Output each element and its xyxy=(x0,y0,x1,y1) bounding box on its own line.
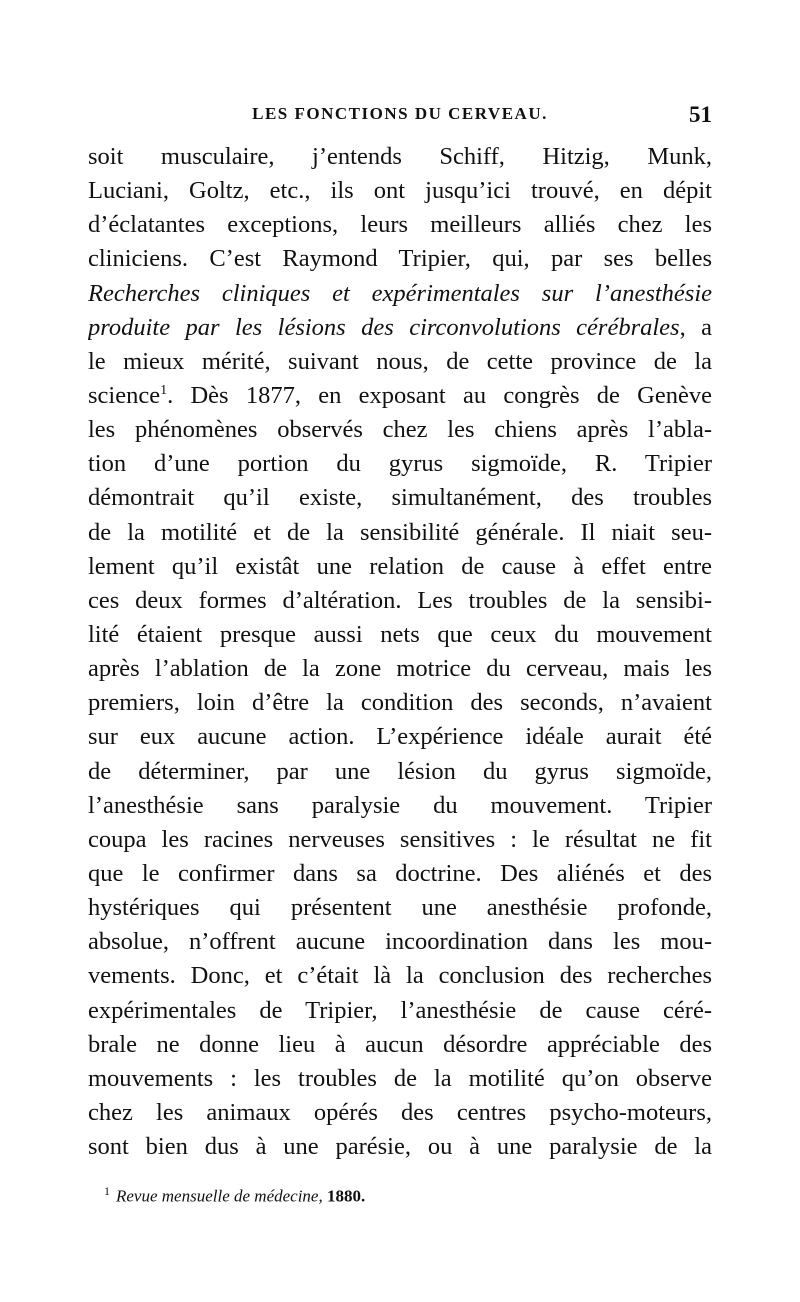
text-line: démontrait qu’il existe, simultanément, des troubles xyxy=(88,484,712,512)
footnote xyxy=(104,1184,365,1207)
text-line: de déterminer, par une lésion du gyrus sigmoïde, xyxy=(88,757,712,785)
line-rest: . Dès 1877, en exposant au congrès de Genève xyxy=(167,381,712,409)
page-number: 51 xyxy=(689,102,712,127)
footnote-reference: 1 xyxy=(160,382,168,398)
footnote-mark: 1 xyxy=(104,1184,110,1198)
text-line: sur eux aucune action. L’expérience idéale aurait été xyxy=(88,723,712,751)
line-start: science xyxy=(88,381,161,409)
text-line: les phénomènes observés chez les chiens après l’abla- xyxy=(88,416,712,444)
text-line: l’anesthésie sans paralysie du mouvement. Tripier xyxy=(88,791,712,819)
line-tail: , a xyxy=(679,313,712,341)
footnote-source: Revue mensuelle de médecine, xyxy=(116,1186,323,1206)
text-line: hystériques qui présentent une anesthésie profonde, xyxy=(88,894,712,922)
text-line: après l’ablation de la zone motrice du cerveau, mais les xyxy=(88,655,712,683)
body-text xyxy=(88,140,712,1164)
text-line: absolue, n’offrent aucune incoordination dans les mou- xyxy=(88,928,712,956)
running-head xyxy=(88,102,712,132)
text-line: premiers, loin d’être la condition des seconds, n’avaient xyxy=(88,689,712,717)
footnote-year: 1880. xyxy=(326,1186,366,1206)
italic-title-end: produite par les lésions des circonvolutions cérébrales xyxy=(88,313,680,341)
text-line: tion d’une portion du gyrus sigmoïde, R. Tripier xyxy=(88,450,712,478)
text-line: coupa les racines nerveuses sensitives : le résultat ne fit xyxy=(88,825,712,853)
text-line-with-footnote xyxy=(88,379,712,413)
text-line-mixed xyxy=(88,311,712,345)
text-line: lité étaient presque aussi nets que ceux du mouvement xyxy=(88,620,712,648)
text-line: lement qu’il existât une relation de cause à effet entre xyxy=(88,552,712,580)
text-line: expérimentales de Tripier, l’anesthésie de cause céré- xyxy=(88,996,712,1024)
text-line: sont bien dus à une parésie, ou à une paralysie de la xyxy=(88,1133,712,1161)
text-line: mouvements : les troubles de la motilité qu’on observe xyxy=(88,1064,712,1092)
text-line: que le confirmer dans sa doctrine. Des aliénés et des xyxy=(88,859,712,887)
text-line: ces deux formes d’altération. Les troubles de la sensibi- xyxy=(88,586,712,614)
text-line: cliniciens. C’est Raymond Tripier, qui, par ses belles xyxy=(88,245,712,273)
text-line: vements. Donc, et c’était là la conclusion des recherches xyxy=(88,962,712,990)
text-line: le mieux mérité, suivant nous, de cette province de la xyxy=(88,347,712,375)
text-line: Luciani, Goltz, etc., ils ont jusqu’ici trouvé, en dépit xyxy=(88,177,712,205)
text-line: chez les animaux opérés des centres psycho-moteurs, xyxy=(88,1098,712,1126)
text-line: soit musculaire, j’entends Schiff, Hitzig, Munk, xyxy=(88,143,712,170)
text-line: d’éclatantes exceptions, leurs meilleurs alliés chez les xyxy=(88,211,712,239)
text-line-italic-title: Recherches cliniques et expérimentales sur l’anesthésie xyxy=(88,279,712,307)
text-line: de la motilité et de la sensibilité générale. Il niait seu- xyxy=(88,518,712,546)
running-title: LES FONCTIONS DU CERVEAU. xyxy=(252,104,548,123)
text-line: brale ne donne lieu à aucun désordre appréciable des xyxy=(88,1030,712,1058)
